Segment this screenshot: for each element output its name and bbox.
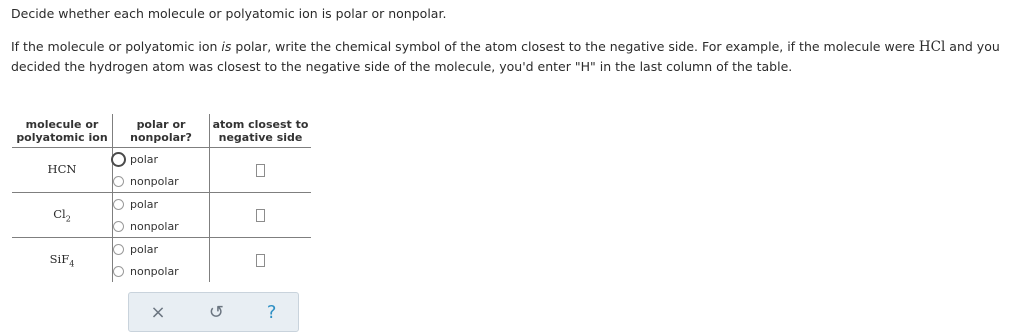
molecule-formula: HCN bbox=[12, 148, 113, 193]
example-formula: HCl bbox=[918, 39, 946, 55]
header-atom-closest: atom closest to negative side bbox=[210, 114, 312, 148]
help-icon[interactable]: ? bbox=[266, 301, 277, 323]
answer-toolbar bbox=[128, 292, 299, 332]
undo-icon[interactable]: ↺ bbox=[208, 301, 224, 323]
polar-option[interactable]: polar bbox=[113, 148, 209, 170]
radio-button[interactable] bbox=[111, 152, 126, 167]
polar-option[interactable]: polar bbox=[113, 238, 209, 260]
radio-button[interactable] bbox=[113, 244, 124, 255]
polar-option[interactable]: polar bbox=[113, 193, 209, 215]
radio-button[interactable] bbox=[113, 266, 124, 277]
atom-answer-input[interactable] bbox=[256, 254, 265, 267]
table-row bbox=[12, 148, 311, 193]
table-row bbox=[12, 193, 311, 238]
clear-icon[interactable]: × bbox=[150, 301, 166, 323]
polarity-table bbox=[12, 114, 311, 282]
atom-answer-input[interactable] bbox=[256, 209, 265, 222]
atom-answer-input[interactable] bbox=[256, 164, 265, 177]
radio-button[interactable] bbox=[113, 176, 124, 187]
header-polarity: polar or nonpolar? bbox=[113, 114, 210, 148]
instructions-intro: Decide whether each molecule or polyatomic ion is polar or nonpolar. bbox=[11, 6, 447, 21]
table-row bbox=[12, 238, 311, 283]
radio-button[interactable] bbox=[113, 199, 124, 210]
header-molecule: molecule or polyatomic ion bbox=[12, 114, 113, 148]
molecule-formula: SiF$_4$ bbox=[12, 238, 113, 283]
molecule-formula: $Cl_2$ bbox=[12, 193, 113, 238]
nonpolar-option[interactable]: nonpolar bbox=[113, 260, 209, 282]
nonpolar-option[interactable]: nonpolar bbox=[113, 170, 209, 192]
instructions-paragraph: If the molecule or polyatomic ion is polar, write the chemical symbol of the atom closest to the negative side. For example, if the molecule were HCl and you decided the hydrogen atom was closest to the negative side of the molecule, you'd enter "H" in the last column of the table. bbox=[11, 39, 1000, 74]
radio-button[interactable] bbox=[113, 221, 124, 232]
nonpolar-option[interactable]: nonpolar bbox=[113, 215, 209, 237]
